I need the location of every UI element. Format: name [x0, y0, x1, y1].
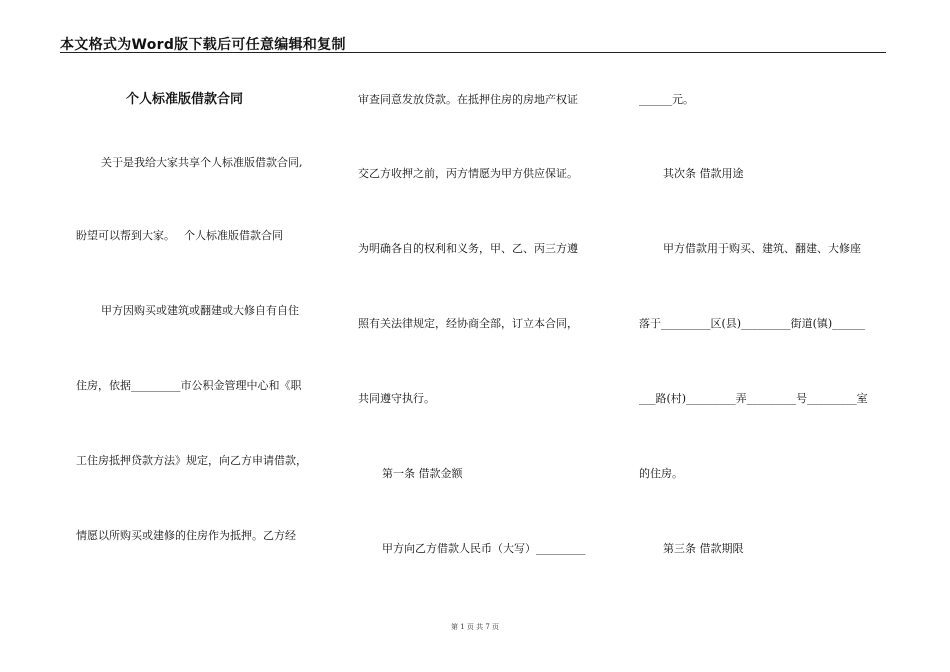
paragraph-line: 照有关法律规定，经协商全部，订立本合同， — [358, 317, 578, 330]
paragraph-line: 盼望可以帮到大家。 个人标准版借款合同 — [76, 229, 283, 242]
text-column-1 — [76, 0, 336, 620]
contract-title: 个人标准版借款合同 — [126, 92, 244, 107]
paragraph-line: 为明确各自的权利和义务，甲、乙、丙三方遵 — [358, 242, 578, 255]
paragraph-line: 工住房抵押贷款方法》规定，向乙方申请借款， — [76, 454, 307, 467]
paragraph-line: 关于是我给大家共享个人标准版借款合同, — [101, 156, 303, 169]
page-number: 第 1 页 共 7 页 — [450, 623, 500, 631]
paragraph-line: 的住房。 — [639, 467, 683, 480]
paragraph-line: 情愿以所购买或建修的住房作为抵押。乙方经 — [76, 529, 296, 542]
article-heading: 第一条 借款金额 — [382, 467, 463, 480]
text-column-3 — [639, 0, 899, 620]
text-column-2 — [358, 0, 618, 620]
document-header: 本文格式为Word版下载后可任意编辑和复制 — [60, 34, 886, 53]
paragraph-line: 审查同意发放贷款。在抵押住房的房地产权证 — [358, 93, 578, 106]
article-heading: 第三条 借款期限 — [663, 542, 744, 555]
paragraph-line: 甲方因购买或建筑或翻建或大修自有自住 — [101, 304, 299, 317]
paragraph-line: 交乙方收押之前，丙方情愿为甲方供应保证。 — [358, 167, 578, 180]
paragraph-line: ______元。 — [639, 93, 694, 106]
paragraph-line: 落于_________区(县)_________街道(镇)______ — [639, 317, 866, 330]
paragraph-line: 住房，依据_________市公积金管理中心和《职 — [76, 379, 302, 392]
paragraph-line: 甲方借款用于购买、建筑、翻建、大修座 — [663, 242, 861, 255]
article-heading: 其次条 借款用途 — [663, 167, 744, 180]
paragraph-line: 共同遵守执行。 — [358, 392, 435, 405]
paragraph-line: 甲方向乙方借款人民币（大写）_________ — [382, 542, 586, 555]
paragraph-line: ___路(村)_________弄_________号_________室 — [639, 392, 868, 405]
